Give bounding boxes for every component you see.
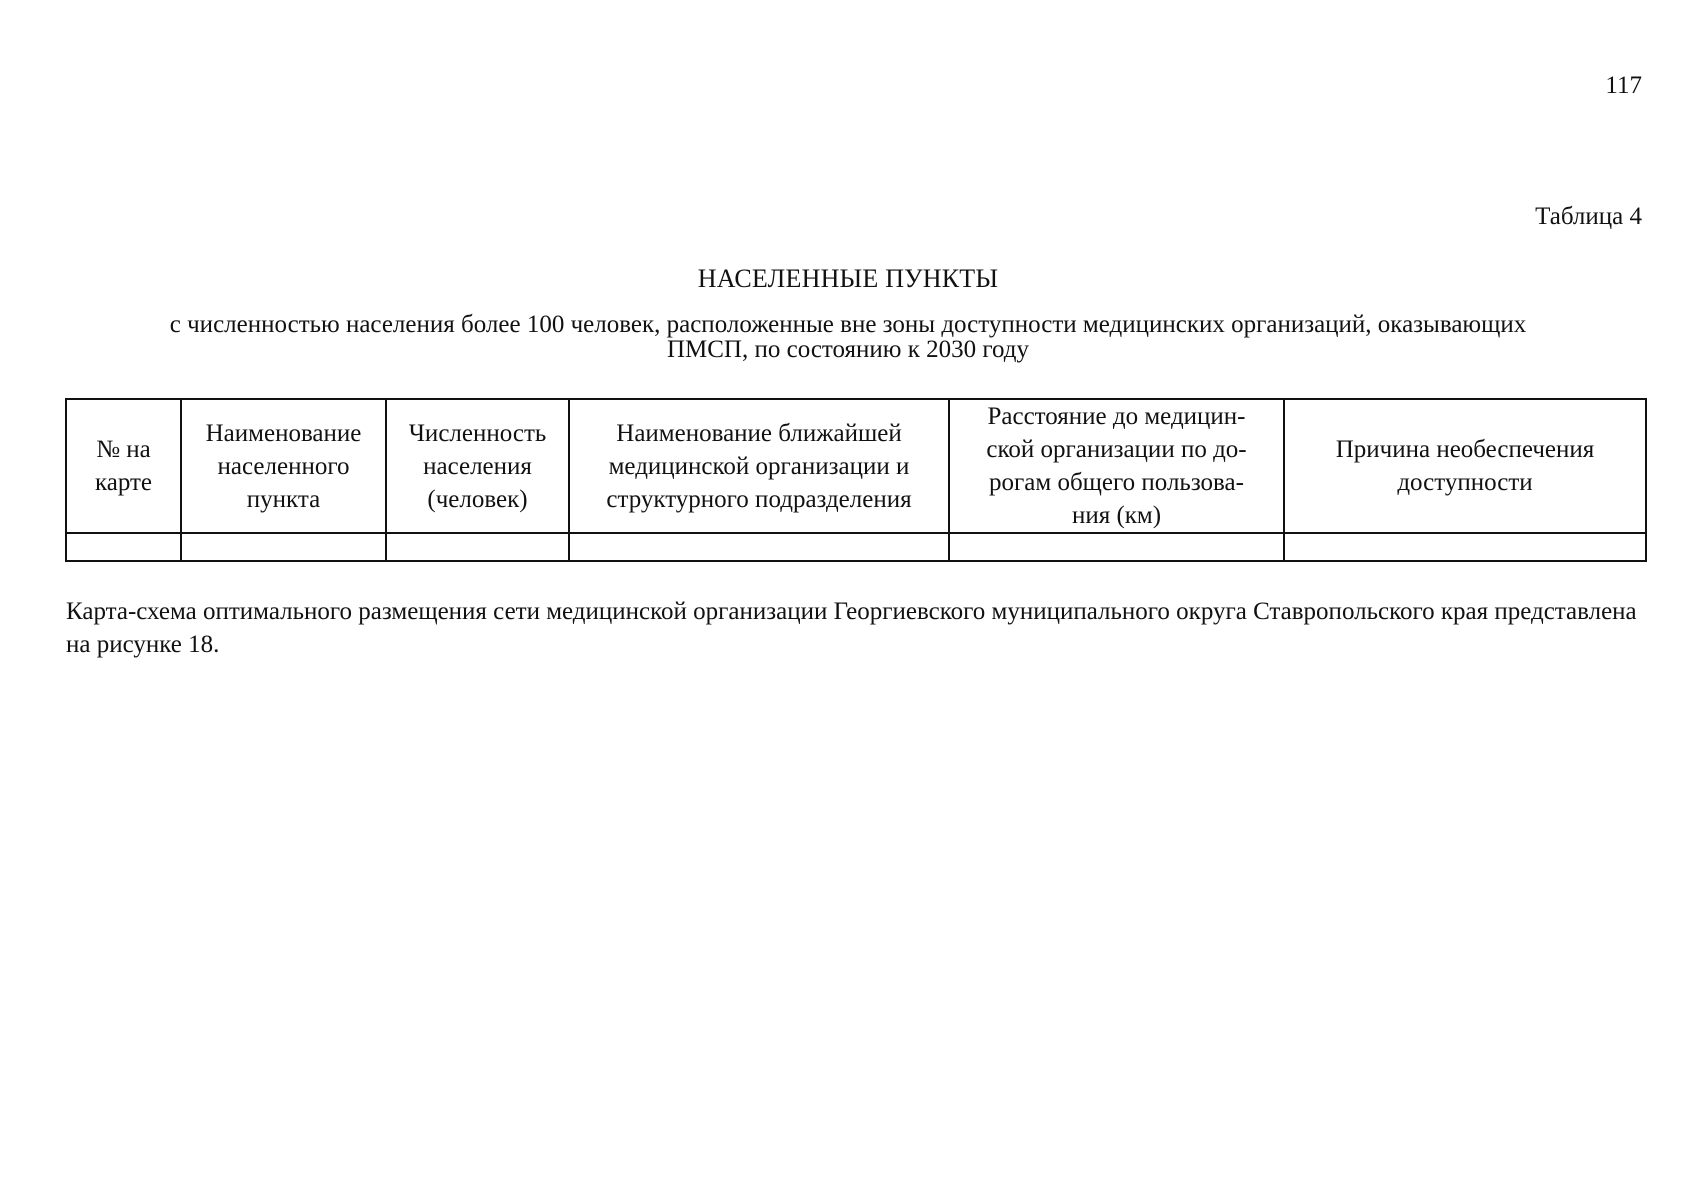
table-row bbox=[66, 533, 1646, 561]
header-distance-line-3: рогам общего пользова- bbox=[989, 469, 1244, 496]
header-settlement-name-line-2: населенного bbox=[217, 452, 350, 480]
header-settlement-name bbox=[181, 399, 386, 533]
header-distance bbox=[949, 399, 1284, 533]
header-distance-line-2: ской организации по до- bbox=[986, 436, 1247, 463]
header-reason bbox=[1284, 399, 1646, 533]
body-paragraph: Карта-схема оптимального размещения сети медицинской организации Георгиевского муниципального округа Ставропольского края представлена на рисунке 18. bbox=[66, 598, 1637, 658]
header-map-number-line-2: карте bbox=[94, 469, 153, 496]
header-reason-line-2: доступности bbox=[1397, 469, 1533, 496]
settlements-table bbox=[65, 398, 1647, 562]
subtitle-line-1: с численностью населения более 100 человек, расположенные вне зоны доступности медицинских организаций, оказывающих bbox=[169, 311, 1527, 338]
document-subtitle bbox=[80, 312, 1616, 362]
table-cell bbox=[569, 533, 949, 561]
table-cell bbox=[66, 533, 181, 561]
header-nearest-organization-line-3: структурного подразделения bbox=[606, 485, 912, 513]
header-map-number-line-1: № на bbox=[96, 436, 151, 463]
table-cell bbox=[1284, 533, 1646, 561]
header-reason-line-1: Причина необеспечения bbox=[1335, 436, 1595, 463]
table-cell bbox=[386, 533, 569, 561]
header-nearest-organization-line-1: Наименование ближайшей bbox=[616, 419, 902, 447]
document-title: НАСЕЛЕННЫЕ ПУНКТЫ bbox=[697, 264, 999, 293]
header-map-number bbox=[66, 399, 181, 533]
page-number: 117 bbox=[1605, 72, 1642, 99]
header-nearest-organization-line-2: медицинской организации и bbox=[608, 452, 910, 480]
table-label: Таблица 4 bbox=[1535, 203, 1642, 230]
header-distance-line-4: ния (км) bbox=[1071, 502, 1162, 529]
header-population-line-2: населения bbox=[423, 452, 532, 480]
header-distance-line-1: Расстояние до медицин- bbox=[987, 403, 1246, 430]
header-settlement-name-line-1: Наименование bbox=[205, 419, 362, 447]
table-cell bbox=[181, 533, 386, 561]
header-settlement-name-line-3: пункта bbox=[246, 485, 321, 513]
table-header-row bbox=[66, 399, 1646, 533]
header-population-line-1: Численность bbox=[408, 419, 547, 447]
header-population bbox=[386, 399, 569, 533]
header-nearest-organization bbox=[569, 399, 949, 533]
subtitle-line-2: ПМСП, по состоянию к 2030 году bbox=[666, 336, 1030, 363]
header-population-line-3: (человек) bbox=[427, 485, 528, 513]
table-cell bbox=[949, 533, 1284, 561]
